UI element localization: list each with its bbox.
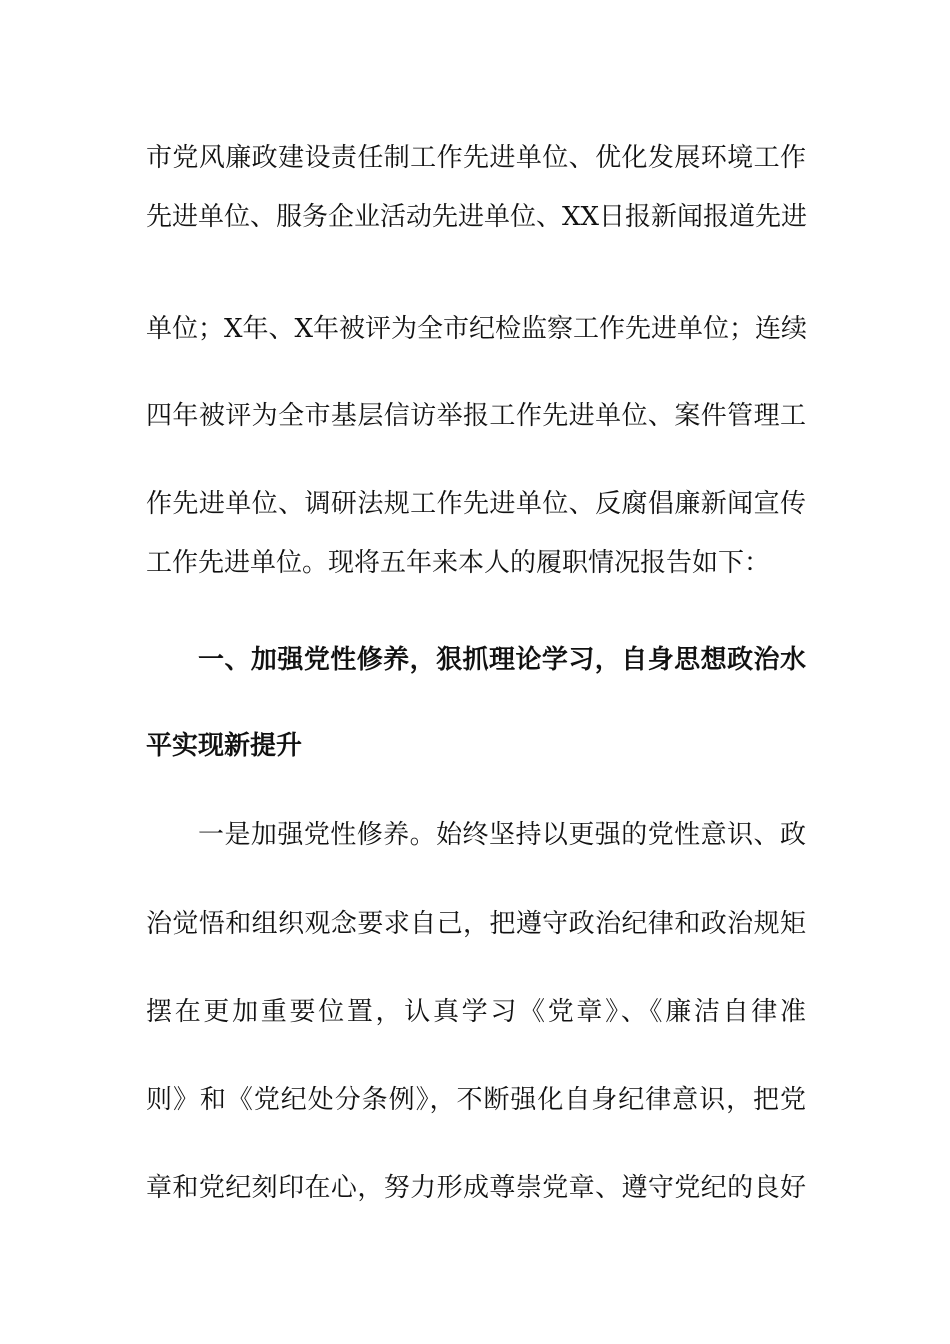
paragraph-line: 则》和《党纪处分条例》，不断强化自身纪律意识，把党 [146,1085,806,1115]
section-heading-continued: 平实现新提升 [146,731,303,761]
paragraph-line: 作先进单位、调研法规工作先进单位、反腐倡廉新闻宣传 [146,489,806,519]
paragraph-line: 先进单位、服务企业活动先进单位、XX日报新闻报道先进 [146,202,808,232]
section-heading: 一、加强党性修养，狠抓理论学习，自身思想政治水 [198,645,806,675]
paragraph-line: 一是加强党性修养。始终坚持以更强的党性意识、政 [198,820,806,850]
paragraph-line: 市党风廉政建设责任制工作先进单位、优化发展环境工作 [146,143,806,173]
paragraph-line: 摆在更加重要位置，认真学习《党章》、《廉洁自律准 [146,997,806,1027]
paragraph-line: 治觉悟和组织观念要求自己，把遵守政治纪律和政治规矩 [146,909,806,939]
paragraph-line: 单位；X年、X年被评为全市纪检监察工作先进单位；连续 [146,314,808,344]
paragraph-line: 工作先进单位。现将五年来本人的履职情况报告如下： [146,548,771,578]
paragraph-line: 章和党纪刻印在心，努力形成尊崇党章、遵守党纪的良好 [146,1173,806,1203]
paragraph-line: 四年被评为全市基层信访举报工作先进单位、案件管理工 [146,401,806,431]
